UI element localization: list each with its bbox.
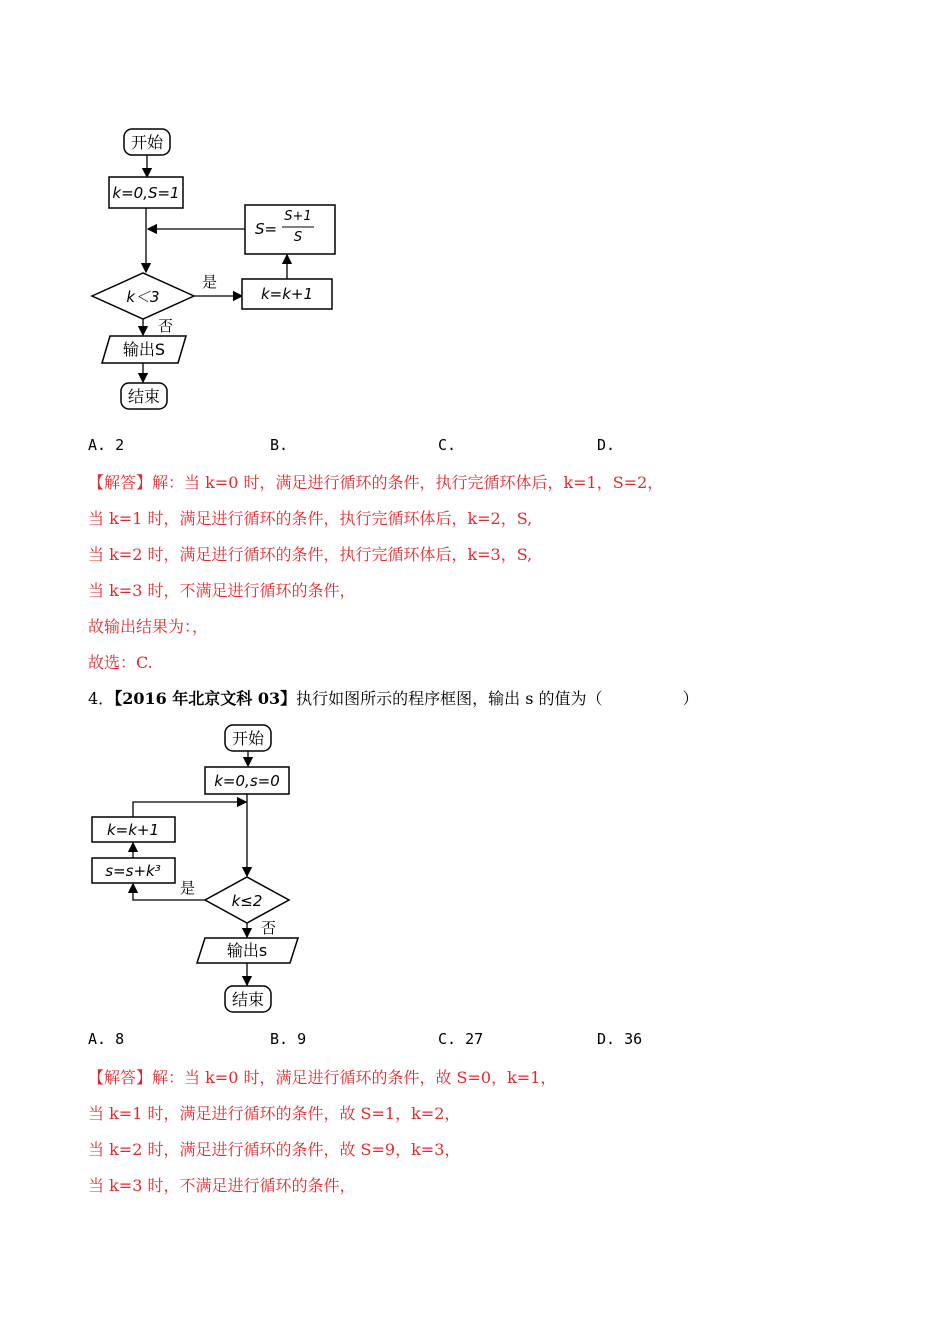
fc1-no-label: 否 <box>158 317 174 335</box>
q3-solution-line: 故选：C. <box>88 653 153 672</box>
fc1-end-label: 结束 <box>127 387 161 406</box>
fc2-init-label: k=0,s=0 <box>214 772 280 790</box>
q4-number: 4． <box>88 689 115 708</box>
fc2-end-label: 结束 <box>231 990 265 1009</box>
fc2-condition-label: k≤2 <box>231 892 263 910</box>
fc2-output-label: 输出s <box>226 941 268 960</box>
fc1-yes-label: 是 <box>202 273 218 291</box>
fc2-increment-label: k=k+1 <box>106 821 160 839</box>
fc1-condition-label: k＜3 <box>126 288 160 306</box>
q3-choice-c: C. <box>438 436 457 454</box>
q4-choice-c: C. 27 <box>438 1030 484 1048</box>
q3-choice-b: B. <box>270 436 289 454</box>
q4-solution-line: 当 k=3 时，不满足进行循环的条件， <box>88 1176 356 1195</box>
q4-choice-d: D. 36 <box>597 1030 643 1048</box>
fc2-update-label: s=s+k³ <box>105 862 161 880</box>
q4-solution-line: 当 k=2 时，满足进行循环的条件，故 S=9，k=3， <box>88 1140 461 1159</box>
q4-solution-line: 【解答】解：当 k=0 时，满足进行循环的条件，故 S=0，k=1， <box>88 1068 557 1087</box>
q3-choice-a: A. 2 <box>88 436 125 454</box>
fc1-update-den: S <box>293 230 303 245</box>
q3-solution-line: 当 k=1 时，满足进行循环的条件，执行完循环体后，k=2，S, <box>88 509 533 528</box>
fc1-increment-label: k=k+1 <box>260 285 314 303</box>
q3-choice-d: D. <box>597 436 616 454</box>
q4-text: 执行如图所示的程序框图，输出 s 的值为（ ） <box>296 689 699 708</box>
q3-solution-line: 当 k=2 时，满足进行循环的条件，执行完循环体后，k=3，S, <box>88 545 533 564</box>
fc1-start-label: 开始 <box>130 133 164 152</box>
q4-choice-a: A. 8 <box>88 1030 125 1048</box>
fc2-no-label: 否 <box>261 919 277 937</box>
fc1-output-label: 输出S <box>122 340 166 359</box>
fc1-update-lhs: S= <box>255 220 278 238</box>
fc2-yes-label: 是 <box>180 879 196 897</box>
q4-question <box>88 686 699 709</box>
q4-choice-b: B. 9 <box>270 1030 307 1048</box>
q3-solution-line: 故输出结果为：， <box>88 617 209 636</box>
q4-source: 【2016 年北京文科 03】 <box>114 689 297 708</box>
fc2-start-label: 开始 <box>231 729 265 748</box>
q3-solution-line: 当 k=3 时，不满足进行循环的条件， <box>88 581 356 600</box>
fc1-init-label: k=0,S=1 <box>112 184 180 202</box>
fc1-update-num: S+1 <box>284 209 312 224</box>
q3-solution-line: 【解答】解：当 k=0 时，满足进行循环的条件，执行完循环体后，k=1，S=2， <box>88 473 664 492</box>
q4-solution-line: 当 k=1 时，满足进行循环的条件，故 S=1，k=2， <box>88 1104 461 1123</box>
